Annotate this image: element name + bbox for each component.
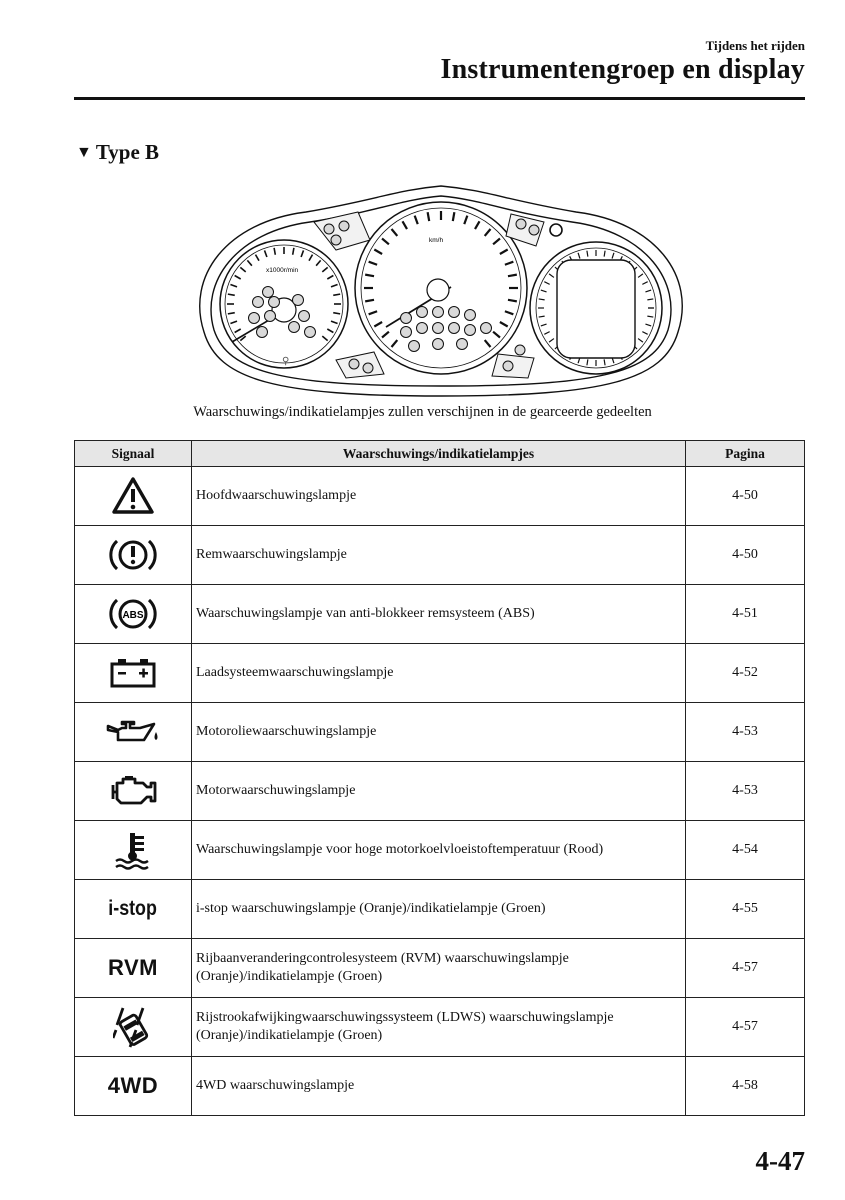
gauge-tick (453, 212, 455, 221)
gauge-tick (331, 321, 338, 323)
abs-icon-label: ABS (122, 610, 144, 621)
description-cell (192, 998, 686, 1057)
gauge-tick (327, 276, 333, 280)
description-cell (192, 939, 686, 998)
gauge-tick (331, 285, 338, 287)
gauge-tick (309, 255, 313, 261)
speedo-unit-label: km/h (429, 237, 444, 244)
table-row (75, 998, 805, 1057)
signal-cell (75, 762, 192, 821)
signal-cell (75, 703, 192, 762)
gauge-tick (333, 313, 340, 314)
description-cell: Waarschuwingslampje voor hoge motorkoelvloeistoftemperatuur (Rood) (192, 821, 686, 880)
instrument-cluster-illustration (186, 182, 696, 400)
gauge-tick (369, 262, 377, 265)
ldws-icon (113, 1005, 153, 1049)
tacho-unit-label: x1000r/min (266, 267, 299, 274)
description-cell: Hoofdwaarschuwingslampje (192, 467, 686, 526)
gauge-tick (235, 276, 241, 280)
gauge-tick (274, 248, 275, 255)
warning-lights-table (74, 440, 805, 1116)
table-row (75, 526, 805, 585)
title-divider (74, 97, 805, 100)
gauge-tick (549, 339, 554, 343)
engine-check-icon (105, 773, 161, 809)
gauge-tick (549, 274, 554, 278)
gauge-tick (415, 216, 418, 224)
gauge-tick (505, 262, 513, 265)
gauge-tick (642, 282, 647, 285)
gauge-tick (369, 311, 377, 314)
gauge-tick (256, 255, 260, 261)
page-cell: 4-53 (686, 703, 805, 762)
gauge-tick (374, 250, 382, 255)
gauge-tick (539, 316, 545, 317)
description-cell: Laadsysteemwaarschuwingslampje (192, 644, 686, 703)
gauge-tick (485, 229, 491, 236)
table-header-row (75, 441, 805, 467)
gauge-tick (464, 216, 467, 224)
column-header-lights: Waarschuwings/indikatielampjes (192, 441, 686, 467)
gauge-tick (365, 300, 374, 302)
page-cell: 4-55 (686, 880, 805, 939)
gauge-tick (322, 267, 327, 271)
page-cell: 4-54 (686, 821, 805, 880)
signal-cell (75, 526, 192, 585)
column-header-signal: Signaal (75, 441, 192, 467)
gauge-tick (374, 322, 382, 327)
signal-cell (75, 939, 192, 998)
oil-can-icon (104, 716, 162, 748)
signal-cell (75, 821, 192, 880)
gauge-tick (403, 221, 408, 229)
subsection-label: Type B (95, 140, 160, 164)
gauge-tick (322, 336, 327, 340)
table-row (75, 703, 805, 762)
gauge-tick (493, 239, 500, 245)
gauge-tick (228, 294, 235, 295)
triangle-marker-icon: ▼ (76, 143, 92, 161)
gauge-tick (327, 329, 333, 333)
gauge-tick (265, 250, 267, 257)
gauge-tick (428, 212, 430, 221)
page-cell: 4-50 (686, 526, 805, 585)
gauge-tick (316, 260, 320, 265)
gauge-tick (293, 248, 294, 255)
gauge-tick (604, 251, 605, 257)
gauge-tick (508, 300, 517, 302)
table-row (75, 939, 805, 998)
table-row (75, 585, 805, 644)
description-cell: Motorwaarschuwingslampje (192, 762, 686, 821)
gauge-tick (230, 321, 237, 323)
page-cell: 4-57 (686, 939, 805, 998)
gauge-tick (333, 294, 340, 295)
gauge-tick (604, 359, 605, 365)
gauge-tick (541, 324, 547, 326)
gauge-tick (382, 332, 389, 338)
gauge-tick (500, 322, 508, 327)
gauge-tick (493, 332, 500, 338)
signal-cell (75, 1057, 192, 1116)
table-row (75, 762, 805, 821)
page-cell: 4-50 (686, 467, 805, 526)
description-cell: Waarschuwingslampje van anti-blokkeer remsysteem (ABS) (192, 585, 686, 644)
description-line: Rijbaanveranderingcontrolesysteem (RVM) waarschuwingslampje (196, 951, 569, 966)
gauge-tick (485, 340, 491, 347)
figure-caption: Waarschuwings/indikatielampjes zullen verschijnen in de gearceerde gedeelten (193, 404, 652, 420)
gauge-tick (392, 340, 398, 347)
page-number: 4-47 (755, 1146, 805, 1176)
rvm-icon: RVM (108, 955, 158, 980)
table-row (75, 821, 805, 880)
gauge-tick (578, 253, 580, 259)
gauge-tick (230, 285, 237, 287)
page-cell: 4-58 (686, 1057, 805, 1116)
gauge-tick (392, 229, 398, 236)
signal-cell (75, 880, 192, 939)
gauge-tick (505, 311, 513, 314)
i-stop-icon: i-stop (108, 897, 158, 920)
svg-text:⚲: ⚲ (282, 356, 290, 367)
gauge-tick (228, 313, 235, 314)
gauge-tick (508, 275, 517, 277)
table-row (75, 1057, 805, 1116)
description-cell: Motoroliewaarschuwingslampje (192, 703, 686, 762)
description-line: Rijstrookafwijkingwaarschuwingssysteem (LDWS) waarschuwingslampje (196, 1010, 614, 1025)
gauge-tick (645, 324, 651, 326)
page-cell: 4-52 (686, 644, 805, 703)
fuel-temp-display (530, 242, 662, 374)
tachometer-gauge (220, 240, 348, 368)
4wd-icon: 4WD (107, 1073, 159, 1098)
gauge-tick (645, 290, 651, 292)
page-cell: 4-51 (686, 585, 805, 644)
brake-warning-icon (108, 535, 158, 575)
gauge-tick (247, 260, 251, 265)
signal-cell (75, 644, 192, 703)
gauge-tick (539, 299, 545, 300)
gauge-tick (647, 316, 653, 317)
description-line: (Oranje)/indikatielampje (Groen) (196, 1028, 383, 1043)
gauge-tick (475, 221, 480, 229)
gauge-tick (587, 251, 588, 257)
gauge-tick (240, 267, 245, 271)
page-title: Instrumentengroep en display (440, 54, 805, 85)
gauge-tick (382, 239, 389, 245)
gauge-tick (587, 359, 588, 365)
description-cell: i-stop waarschuwingslampje (Oranje)/indikatielampje (Groen) (192, 880, 686, 939)
description-cell: Remwaarschuwingslampje (192, 526, 686, 585)
gauge-tick (544, 282, 549, 285)
description-line: (Oranje)/indikatielampje (Groen) (196, 969, 383, 984)
table-row (75, 880, 805, 939)
gauge-tick (638, 339, 643, 343)
description-cell: 4WD waarschuwingslampje (192, 1057, 686, 1116)
gauge-tick (500, 250, 508, 255)
gauge-tick (301, 250, 303, 257)
coolant-temperature-icon (111, 830, 155, 870)
master-warning-icon (111, 476, 155, 516)
signal-cell (75, 998, 192, 1057)
signal-cell (75, 585, 192, 644)
page-cell: 4-53 (686, 762, 805, 821)
table-row (75, 644, 805, 703)
battery-charging-icon (108, 656, 158, 690)
subsection-heading (76, 140, 159, 165)
gauge-tick (544, 332, 549, 335)
signal-cell (75, 467, 192, 526)
gauge-tick (642, 332, 647, 335)
gauge-tick (541, 290, 547, 292)
gauge-tick (612, 253, 614, 259)
abs-warning-icon (108, 594, 158, 634)
gauge-tick (365, 275, 374, 277)
table-row (75, 467, 805, 526)
page-cell: 4-57 (686, 998, 805, 1057)
gauge-tick (235, 329, 241, 333)
gauge-tick (647, 299, 653, 300)
section-label: Tijdens het rijden (705, 38, 805, 53)
gauge-tick (638, 274, 643, 278)
column-header-page: Pagina (686, 441, 805, 467)
